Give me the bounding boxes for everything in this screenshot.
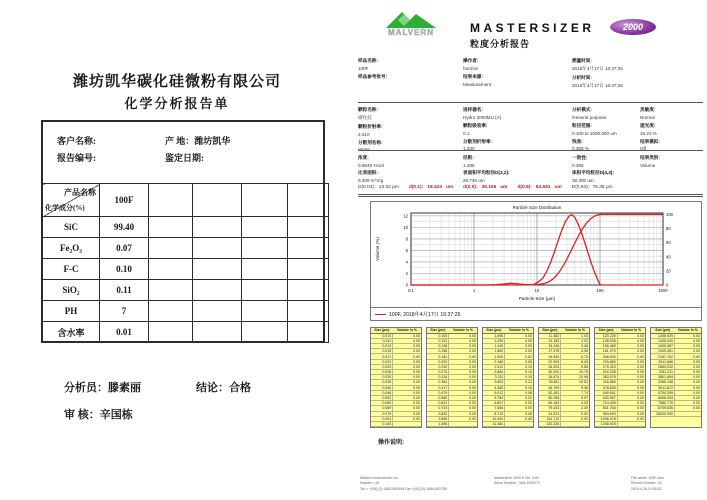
param-label: 颗粒名称: [358, 107, 378, 113]
size-row: 138.038 0.00 [595, 338, 645, 343]
reviewer-name: 辛国栋 [99, 409, 133, 421]
reviewer-line: 审 核：辛国栋 [64, 409, 133, 421]
size-header: Size (µm) [483, 328, 505, 333]
size-class-table [370, 327, 702, 428]
param-label: 粒径范围: [572, 122, 592, 128]
footer-instrument [494, 476, 540, 487]
size-row: 0.026 0.00 [371, 370, 421, 375]
component-name: Fe₂O₃ [43, 238, 100, 259]
size-row: 8709.636 0.00 [651, 406, 701, 411]
size-row: 0.023 0.00 [371, 364, 421, 369]
size-row: 45.709 9.36 [539, 385, 589, 390]
component-value: 0.01 [100, 322, 149, 343]
size-row: 19.953 6.75 [539, 354, 589, 359]
param-label: 颗粒吸收率: [463, 122, 488, 128]
size-row: 831.764 0.00 [595, 406, 645, 411]
param-label: 分散剂名称: [358, 139, 383, 145]
origin-label: 产 地：潍坊凯华 [165, 136, 231, 146]
d10-value: 18.423 [427, 185, 442, 190]
volume-header: Volume In % [675, 328, 701, 333]
operation-notes-label: 操作说明: [378, 440, 404, 446]
component-row [43, 217, 329, 238]
size-header: Size (µm) [371, 328, 393, 333]
origin-value: 潍坊凯华 [194, 136, 231, 146]
param-label: 样品名称: [358, 58, 378, 64]
size-row: 1258.925 [595, 421, 645, 426]
component-row [43, 301, 329, 322]
size-row: 1905.461 0.00 [651, 349, 701, 354]
param-value: 0.209 m^2/g [358, 177, 384, 183]
size-row: 0.017 0.00 [371, 354, 421, 359]
svg-text:10: 10 [534, 288, 540, 293]
svg-text:100: 100 [666, 212, 673, 218]
mastersizer-title: MASTERSIZER [470, 21, 595, 35]
param-column [572, 167, 614, 183]
size-row: 630.957 0.00 [595, 395, 645, 400]
size-row: 0.079 0.00 [371, 411, 421, 416]
size-row: 7.586 0.00 [483, 406, 533, 411]
size-row: 208.930 0.00 [595, 354, 645, 359]
size-row: 1659.587 0.00 [651, 344, 701, 349]
divider [358, 150, 703, 151]
param-value: Normal [640, 114, 655, 120]
param-label: 体积平均粒径D[4,3]: [572, 170, 614, 176]
svg-text:20: 20 [666, 268, 671, 274]
d10-label: d(0.1): [408, 185, 424, 190]
param-label: 分散剂折射率: [463, 138, 493, 144]
divider [358, 102, 703, 103]
footer-line: Serial Number : MAL1005172 [494, 481, 541, 486]
svg-text:1: 1 [472, 288, 476, 293]
size-row: 6606.934 0.00 [651, 395, 701, 400]
size-row: 52.481 7.74 [539, 390, 589, 395]
param-column [358, 167, 383, 183]
size-row: 2187.762 0.00 [651, 354, 701, 359]
company-name: 潍坊凯华碳化硅微粉有限公司 [72, 74, 281, 90]
param-value: 100F [358, 65, 369, 71]
param-label: 灵敏度: [640, 107, 656, 113]
size-row: 26.303 9.86 [539, 364, 589, 369]
d50-label: d(0.5): [463, 185, 478, 190]
analyst-line: 分析员：滕素丽 [64, 382, 141, 394]
size-row: 0.550 0.00 [427, 395, 477, 400]
param-value: 0.396 [572, 162, 584, 168]
svg-text:100: 100 [596, 288, 604, 293]
footer-line: Malvern, UK [360, 481, 380, 486]
param-value: horizon [463, 65, 479, 71]
param-value [358, 82, 387, 87]
size-row: 22.909 8.45 [539, 359, 589, 364]
param-value: 2018年4月17日 16:37:26 [572, 82, 623, 88]
size-group [594, 327, 646, 428]
footer-line: Mastersizer 2000 E Ver. 5.60 [494, 476, 539, 480]
size-row: 0.158 0.00 [427, 349, 477, 354]
report-subtitle: 粒度分析报告 [470, 39, 531, 49]
param-column [640, 104, 660, 151]
size-row: 0.105 [371, 421, 421, 426]
svg-text:0: 0 [666, 282, 669, 288]
param-label: 一致性: [572, 155, 588, 161]
volume-header: Volume In % [449, 328, 477, 333]
footer-company [360, 476, 447, 492]
footer-line: Record Number: 44 [631, 481, 662, 486]
d094-value: D(0,94)：76.48 μm [571, 185, 613, 190]
param-label: 浓度: [358, 155, 369, 161]
size-row: 1.445 0.00 [483, 344, 533, 349]
size-row: 0.417 0.00 [427, 385, 477, 390]
mastersizer-2000-badge: 2000 [610, 19, 656, 35]
size-row: 0.011 0.00 [371, 338, 421, 343]
size-row: 954.993 0.00 [595, 411, 645, 416]
param-value: 28.740 um [463, 177, 485, 183]
size-row: 0.316 0.00 [427, 375, 477, 380]
size-header: Size (µm) [539, 328, 561, 333]
size-row: 0.020 0.00 [371, 359, 421, 364]
param-value: Off [640, 146, 647, 152]
size-row: 0.040 0.00 [371, 385, 421, 390]
size-row: 0.209 0.00 [427, 359, 477, 364]
param-column [463, 167, 509, 183]
size-row: 10.000 0.45 [483, 416, 533, 421]
size-row: 39.811 10.52 [539, 380, 589, 385]
size-row: 0.240 0.00 [427, 364, 477, 369]
param-value: 碳化硅 [358, 114, 372, 120]
d90-value: 63.591 [535, 185, 551, 190]
param-value: 1.285 [463, 162, 475, 168]
param-value: 1.330 [463, 146, 475, 152]
size-row: 120.226 0.00 [595, 333, 645, 338]
footer-line: Tel := +[44] (0) 1684-892456 Fax +[44] (0) 1684-892789 [360, 486, 447, 491]
size-row: 1.905 0.02 [483, 354, 533, 359]
size-row: 69.183 4.03 [539, 401, 589, 406]
svg-text:4: 4 [405, 259, 408, 265]
legend-line-icon [375, 314, 386, 315]
measurement-params-grid [358, 104, 703, 153]
size-row: 1.660 0.00 [483, 349, 533, 354]
size-row: 5.012 0.08 [483, 390, 533, 395]
size-row: 0.363 0.00 [427, 380, 477, 385]
component-name: SiO₂ [43, 280, 100, 301]
size-row: 11.482 1.03 [539, 333, 589, 338]
param-label: 残差: [572, 138, 583, 144]
component-row [43, 322, 329, 343]
size-row: 11.482 [483, 421, 533, 426]
size-row: 239.883 0.00 [595, 359, 645, 364]
size-row: 0.105 0.00 [427, 333, 477, 338]
component-row [43, 238, 329, 259]
param-label: 比表面积: [358, 170, 378, 176]
param-value: Hydro 2000MU (A) [463, 114, 502, 120]
param-column [358, 104, 383, 152]
size-row: 5011.872 0.00 [651, 385, 701, 390]
volume-header: Volume In % [617, 328, 645, 333]
param-label: 操作者: [463, 58, 479, 64]
chart-plot-area [371, 202, 701, 306]
svg-text:80: 80 [666, 226, 671, 232]
size-group [370, 327, 422, 428]
size-row: 79.433 2.30 [539, 406, 589, 411]
product-code-cell: 100F [100, 184, 149, 217]
volume-header: Volume In % [505, 328, 533, 333]
svg-text:0: 0 [405, 282, 408, 288]
diagonal-header-cell: 产品名称 化学成分(%) [43, 184, 100, 217]
svg-text:Particle Size (µm): Particle Size (µm) [518, 296, 556, 301]
d90-label: d(0.9): [517, 185, 532, 190]
size-row: 3.311 0.19 [483, 375, 533, 380]
size-row: 416.869 0.00 [595, 380, 645, 385]
legend-label: 100F, 2018年4月17日 16:37:25 [389, 311, 461, 318]
param-label: 分析模式: [572, 107, 592, 113]
param-column [463, 55, 491, 87]
param-value: 38.300 um [572, 177, 594, 183]
size-row: 2.512 0.10 [483, 364, 533, 369]
size-row: 120.226 [539, 421, 589, 426]
param-label: 结果模拟: [640, 138, 660, 144]
size-row: 0.052 0.00 [371, 395, 421, 400]
svg-text:12: 12 [403, 213, 408, 219]
param-column [358, 55, 387, 87]
param-value: 15.23 % [640, 130, 657, 136]
component-name: PH [43, 301, 100, 322]
footer-file [631, 476, 664, 492]
d50-unit: um [500, 185, 508, 190]
param-column [572, 55, 623, 89]
param-label: 结果来源: [463, 73, 483, 79]
size-row: 0.069 0.00 [371, 406, 421, 411]
param-column [572, 104, 617, 151]
param-value: 0.0648 %Vol [358, 162, 384, 168]
size-group [482, 327, 534, 428]
chart-legend [371, 307, 701, 320]
svg-text:40: 40 [666, 254, 671, 260]
size-row: 0.035 0.00 [371, 380, 421, 385]
param-label: 颗粒折射率: [358, 123, 383, 129]
size-row: 0.955 0.00 [427, 416, 477, 421]
size-row: 0.030 0.00 [371, 375, 421, 380]
size-header: Size (µm) [595, 328, 617, 333]
component-name: F-C [43, 259, 100, 280]
result-summary-row1 [358, 152, 703, 167]
svg-text:10: 10 [403, 225, 408, 230]
size-row: 0.046 0.00 [371, 390, 421, 395]
result-summary-row2 [358, 167, 703, 182]
report-title: 化学分析报告单 [124, 96, 230, 111]
size-row: 0.010 0.00 [371, 333, 421, 338]
component-row [43, 280, 329, 301]
size-row: 2884.032 0.00 [651, 364, 701, 369]
size-row: 2.884 0.15 [483, 370, 533, 375]
size-row: 0.120 0.00 [427, 338, 477, 343]
svg-text:1000: 1000 [658, 288, 668, 293]
param-column [358, 152, 384, 168]
analyst-name: 滕素丽 [108, 382, 141, 394]
size-row: 4365.158 0.00 [651, 380, 701, 385]
svg-text:0.1: 0.1 [408, 288, 414, 293]
date-label: 鉴定日期: [165, 153, 204, 163]
svg-text:60: 60 [666, 240, 671, 246]
param-value: 0.100 to 1000.000 um [572, 130, 617, 136]
size-row: 8.710 0.08 [483, 411, 533, 416]
svg-text:Particle Size Distribution: Particle Size Distribution [512, 205, 562, 210]
conclusion-value: 合格 [229, 382, 251, 394]
size-row: 34.674 10.98 [539, 375, 589, 380]
component-value: 0.10 [100, 259, 149, 280]
size-row: 17.378 4.98 [539, 349, 589, 354]
size-row: 0.275 0.00 [427, 370, 477, 375]
param-label: 进样器名: [463, 107, 483, 113]
param-label: 分析时间: [572, 74, 592, 80]
size-row: 1096.478 0.00 [595, 416, 645, 421]
component-value: 99.40 [100, 217, 149, 238]
d003-value: D(0,03)：13.52 μm [358, 185, 399, 190]
size-row: 3.802 0.21 [483, 380, 533, 385]
footer-line: 2018-4-26 14:05:32 [631, 486, 662, 491]
component-name: 含水率 [43, 322, 100, 343]
conclusion-line: 结论：合格 [196, 382, 251, 394]
size-row: 2511.886 0.00 [651, 359, 701, 364]
size-row: 104.713 0.00 [539, 416, 589, 421]
size-row: 1.096 [427, 421, 477, 426]
composition-table [42, 183, 329, 343]
svg-text:6: 6 [405, 248, 408, 254]
component-value: 7 [100, 301, 149, 322]
percentiles-row [358, 183, 703, 190]
size-row: 91.201 0.92 [539, 411, 589, 416]
size-row: 4.365 0.16 [483, 385, 533, 390]
param-label: 表面积平均粒径D[3,2]: [463, 170, 510, 176]
size-row: 0.091 0.00 [371, 416, 421, 421]
footer-line: Malvern Instruments Ltd. [360, 476, 399, 480]
volume-header: Volume In % [561, 328, 589, 333]
malvern-brand-text: MALVERN [388, 28, 434, 37]
size-row: 275.423 0.00 [595, 364, 645, 369]
size-row: 549.541 0.00 [595, 390, 645, 395]
d90-unit: um [554, 185, 562, 190]
param-column [463, 152, 475, 168]
svg-text:Volume (%): Volume (%) [375, 237, 380, 261]
size-row: 0.724 0.00 [427, 406, 477, 411]
particle-size-chart [370, 201, 702, 321]
size-row: 13.183 2.02 [539, 338, 589, 343]
param-value: 0.1 [463, 130, 470, 136]
size-row: 0.060 0.00 [371, 401, 421, 406]
component-value: 0.11 [100, 280, 149, 301]
size-row: 1.259 0.00 [483, 338, 533, 343]
param-column [640, 152, 660, 168]
size-row: 60.256 5.97 [539, 395, 589, 400]
size-row: 10000.000 [651, 411, 701, 416]
svg-text:2: 2 [405, 271, 408, 277]
size-row: 0.013 0.00 [371, 344, 421, 349]
size-row: 316.228 0.00 [595, 370, 645, 375]
size-row: 5.754 0.02 [483, 395, 533, 400]
size-row: 15.136 3.36 [539, 344, 589, 349]
size-group [538, 327, 590, 428]
volume-header: Volume In % [393, 328, 421, 333]
size-group [426, 327, 478, 428]
size-header: Size (µm) [427, 328, 449, 333]
size-row: 363.078 0.00 [595, 375, 645, 380]
size-row: 7585.776 0.00 [651, 401, 701, 406]
size-row: 724.436 0.00 [595, 401, 645, 406]
customer-name-label: 客户名称: [57, 136, 96, 146]
param-value: General purpose [572, 114, 607, 120]
param-column [463, 104, 501, 151]
size-row: 3311.311 0.00 [651, 370, 701, 375]
param-value: Volume [640, 162, 656, 168]
size-group [650, 327, 702, 428]
param-label: 径距: [463, 155, 474, 161]
size-row: 181.970 0.00 [595, 349, 645, 354]
param-label: 样品参考批号: [358, 73, 388, 79]
size-row: 6.607 0.00 [483, 401, 533, 406]
report-table-box [41, 120, 325, 343]
param-label: 结果类别: [640, 155, 660, 161]
size-row: 0.138 0.00 [427, 344, 477, 349]
size-row: 3801.894 0.00 [651, 375, 701, 380]
param-column [572, 152, 587, 168]
size-row: 0.015 0.00 [371, 349, 421, 354]
component-value: 0.07 [100, 238, 149, 259]
sample-info-grid [358, 55, 703, 101]
size-row: 0.479 0.00 [427, 390, 477, 395]
param-label: 测量时间: [572, 58, 592, 64]
size-row: 1258.925 0.00 [651, 333, 701, 338]
param-label: 遮光度: [640, 122, 656, 128]
size-row: 1.096 0.00 [483, 333, 533, 338]
size-row: 1445.440 0.00 [651, 338, 701, 343]
svg-text:8: 8 [405, 236, 408, 242]
size-row: 0.631 0.00 [427, 401, 477, 406]
param-value: Measurement [463, 81, 492, 87]
d10-unit: um [445, 185, 454, 190]
mastersizer-report-page [354, 0, 707, 500]
size-row: 5754.399 0.00 [651, 390, 701, 395]
size-row: 2.188 0.06 [483, 359, 533, 364]
report-no-label: 报告编号: [57, 153, 96, 163]
d50-value: 35.156 [481, 185, 497, 190]
size-header: Size (µm) [651, 328, 675, 333]
param-value: 2.610 [358, 131, 370, 137]
size-row: 158.489 0.00 [595, 344, 645, 349]
size-row: 0.182 0.00 [427, 354, 477, 359]
size-row: 478.630 0.00 [595, 385, 645, 390]
component-name: SiC [43, 217, 100, 238]
size-row: 0.832 0.00 [427, 411, 477, 416]
double-divider [358, 194, 703, 197]
param-value: 0.389 % [572, 146, 589, 152]
footer-line: File name: 100F.mea [631, 476, 664, 480]
param-value: Water [358, 147, 371, 153]
size-row: 30.200 10.75 [539, 370, 589, 375]
component-row [43, 259, 329, 280]
param-value: 2018年4月17日 16:37:25 [572, 65, 623, 71]
